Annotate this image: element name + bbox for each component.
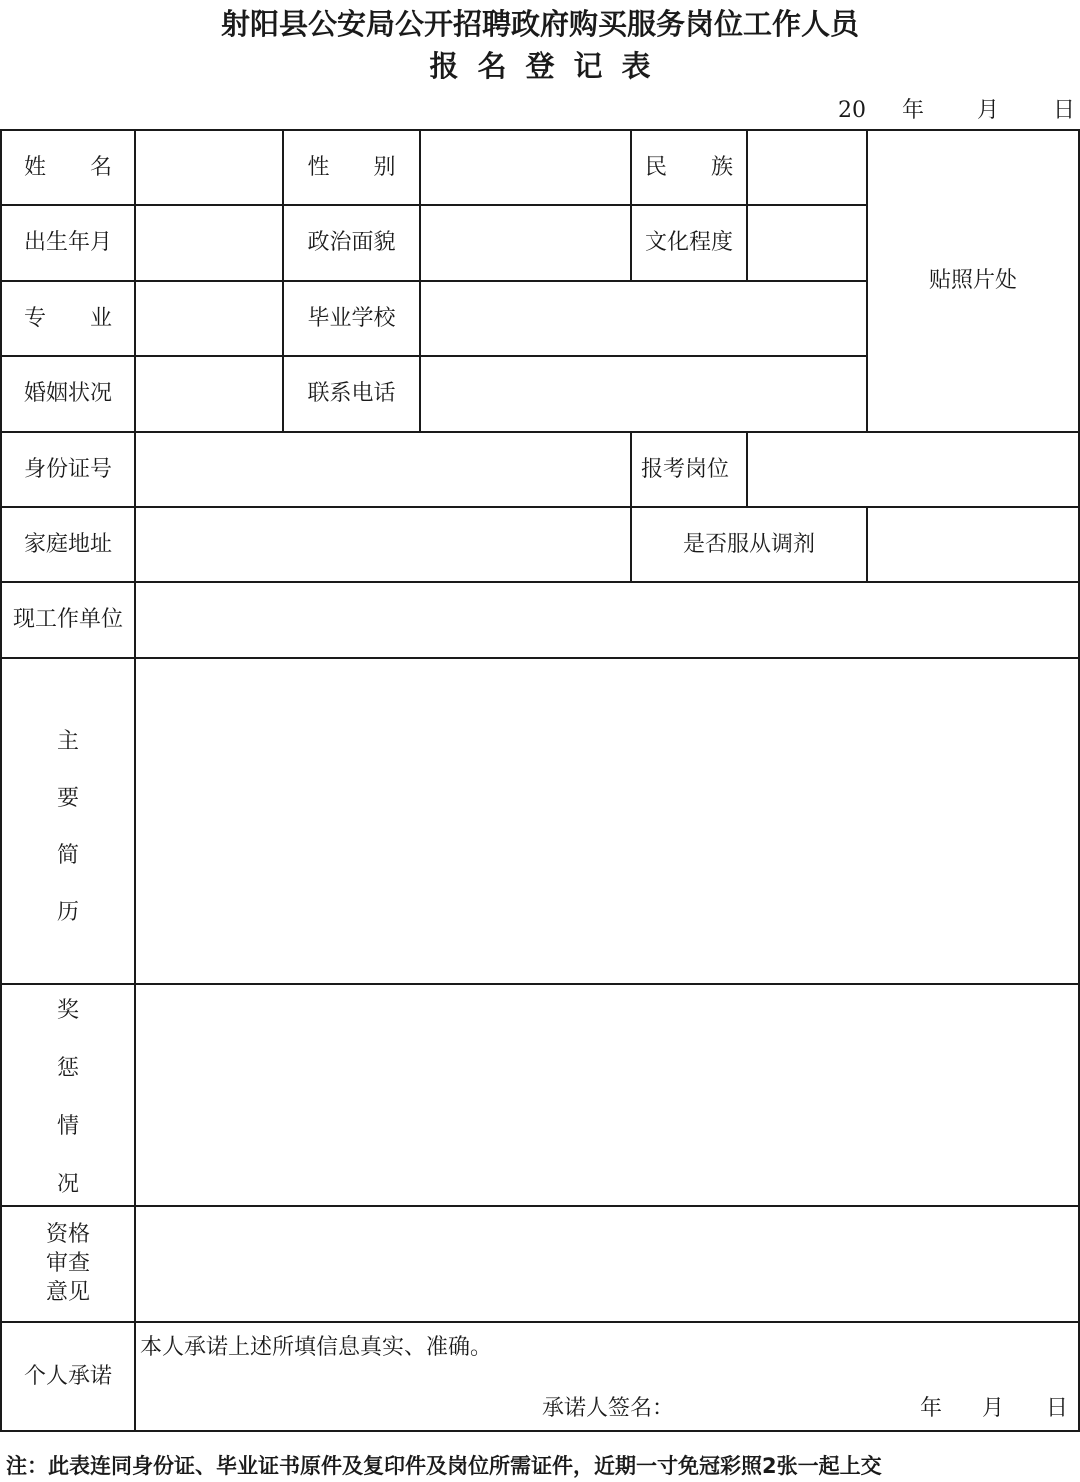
ethnicity-label: 民 族: [644, 154, 733, 180]
phone-field[interactable]: [421, 357, 866, 431]
awards-label: 奖 惩 情 况: [56, 998, 79, 1197]
promise-field[interactable]: [136, 1323, 1078, 1430]
idcard-field[interactable]: [136, 433, 630, 506]
major-field[interactable]: [136, 282, 282, 355]
promise-text: 本人承诺上述所填信息真实、准确。: [140, 1335, 493, 1360]
political-label: 政治面貌: [307, 230, 396, 255]
awards-field[interactable]: [136, 985, 1078, 1205]
promise-month: 月: [982, 1396, 1005, 1421]
address-field[interactable]: [136, 508, 630, 581]
date-prefix: 20: [838, 98, 866, 123]
school-field[interactable]: [421, 282, 866, 355]
ethnicity-field[interactable]: [748, 131, 866, 204]
education-label: 文化程度: [644, 230, 733, 255]
birth-label: 出生年月: [23, 230, 112, 255]
address-label: 家庭地址: [23, 531, 112, 557]
review-field[interactable]: [136, 1207, 1078, 1321]
gender-label: 性 别: [307, 154, 396, 180]
marriage-label: 婚姻状况: [23, 381, 112, 406]
name-label: 姓 名: [23, 154, 112, 180]
major-label: 专 业: [23, 305, 112, 331]
gender-field[interactable]: [421, 131, 630, 204]
footer-note: 注：此表连同身份证、毕业证书原件及复印件及岗位所需证件，近期一寸免冠彩照2张一起上交: [6, 1454, 882, 1478]
position-label: 报考岗位: [640, 456, 729, 482]
photo-area[interactable]: 贴照片处: [928, 268, 1017, 293]
phone-label: 联系电话: [307, 381, 396, 406]
political-field[interactable]: [421, 206, 630, 280]
promise-year: 年: [920, 1396, 943, 1421]
date-year: 年: [902, 98, 925, 123]
marriage-field[interactable]: [136, 357, 282, 431]
resume-field[interactable]: [136, 659, 1078, 983]
position-field[interactable]: [748, 433, 1078, 506]
date-day: 日: [1053, 98, 1076, 123]
birth-field[interactable]: [136, 206, 282, 280]
signer-label: 承诺人签名：: [542, 1396, 675, 1421]
employer-field[interactable]: [136, 583, 1078, 657]
resume-label: 主 要 简 历: [56, 728, 79, 925]
name-field[interactable]: [136, 131, 282, 204]
form-title: 射阳县公安局公开招聘政府购买服务岗位工作人员: [220, 7, 859, 41]
employer-label: 现工作单位: [12, 607, 123, 632]
education-field[interactable]: [748, 206, 866, 280]
idcard-label: 身份证号: [23, 456, 112, 482]
promise-label: 个人承诺: [23, 1363, 112, 1389]
adjust-label: 是否服从调剂: [682, 531, 815, 557]
school-label: 毕业学校: [307, 305, 396, 331]
promise-day: 日: [1046, 1396, 1069, 1421]
date-month: 月: [977, 98, 1000, 123]
form-subtitle: 报名登记表: [429, 49, 670, 83]
review-label: 资格 审查 意见: [45, 1222, 90, 1305]
adjust-field[interactable]: [868, 508, 1078, 581]
